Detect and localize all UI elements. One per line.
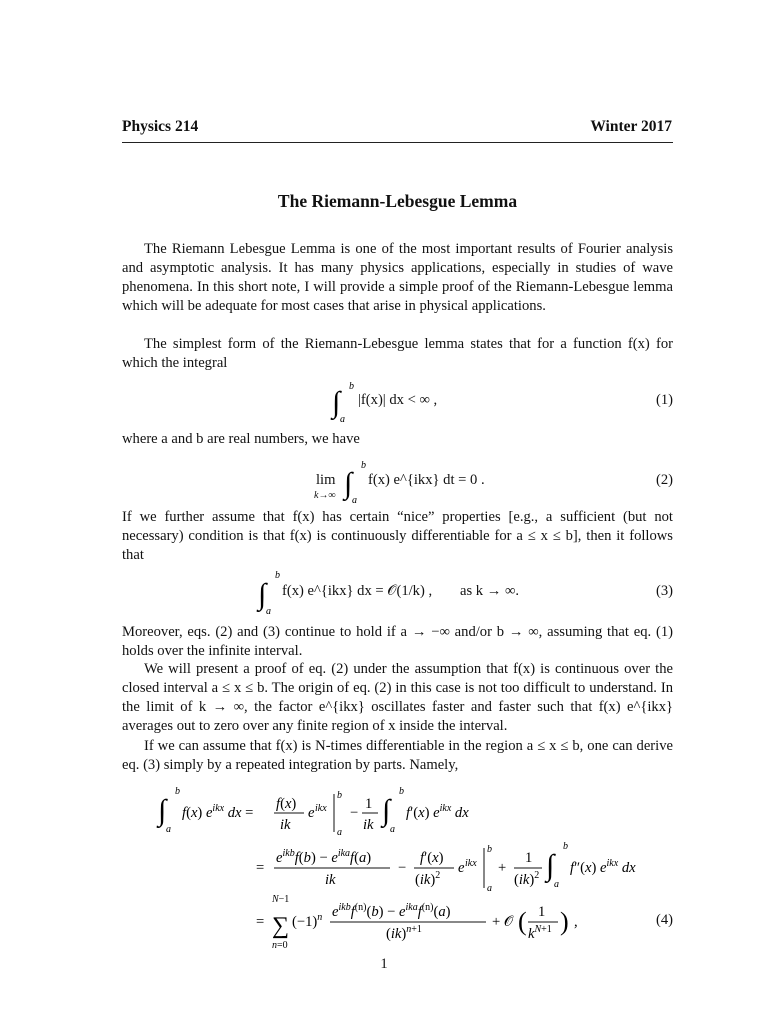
equation-4-number: (4): [655, 912, 673, 928]
svg-text:e: e: [308, 805, 315, 821]
svg-text:): ): [560, 907, 569, 936]
svg-text:=: =: [256, 914, 265, 930]
equation-4-line-1: [156, 786, 469, 838]
paragraph-parts-text: If we can assume that f(x) is N-times differentiable in the region a ≤ x ≤ b, one can derive eq. (3) simply by a repeated integration by parts. Namely,: [122, 738, 673, 773]
paragraph-statement-text: The simplest form of the Riemann-Lebesgue lemma states that for a function f(x) for which the integral: [122, 336, 673, 371]
svg-text:f′(x): f′(x): [420, 850, 444, 866]
svg-text:1: 1: [538, 904, 546, 920]
svg-text:b: b: [175, 786, 180, 797]
svg-text:−: −: [398, 860, 407, 876]
upper-limit: b: [349, 381, 354, 392]
svg-text:e: e: [458, 860, 465, 876]
upper-limit: b: [275, 570, 280, 581]
svg-text:f(x): f(x): [276, 796, 297, 812]
svg-text:b: b: [399, 786, 404, 797]
svg-text:ik: ik: [363, 817, 374, 833]
paragraph-proof-text: We will present a proof of eq. (2) under the assumption that f(x) is continuous over the closed interval a ≤ x ≤ b. The origin of eq. (2) in this case is not too difficult to understand. In the limit of k → ∞, the factor e^{ikx} oscillates faster and faster such that f(x) e^{ikx} averages out to zero over any finite region of x inside the interval.: [122, 661, 673, 734]
svg-text:n=0: n=0: [272, 940, 288, 951]
paragraph-intro: [122, 240, 673, 316]
integral-sign: ∫: [332, 386, 341, 419]
lower-limit: a: [340, 414, 345, 425]
svg-text:b: b: [563, 841, 568, 852]
paragraph-moreover-text: Moreover, eqs. (2) and (3) continue to hold if a → −∞ and/or b → ∞, assuming that eq. (1) holds over the infinite interval.: [122, 624, 673, 659]
paragraph-where-text: where a and b are real numbers, we have: [122, 431, 360, 447]
svg-text:a: a: [487, 883, 492, 894]
limit-subscript: k→∞: [314, 490, 336, 501]
svg-text:(ik)2: (ik)$^2$: [514, 870, 540, 888]
svg-text:eikbf(n)(b) − eikaf(n)(a): $e^{ikb}f^{(n)}(b) - e^{ika}f^{(n)}(a)$: [332, 902, 451, 920]
paragraph-statement: [122, 335, 673, 373]
paragraph-where: [122, 430, 673, 449]
page-number: 1: [380, 956, 388, 972]
equation-4-line-2: [256, 841, 636, 894]
svg-text:ik: ik: [280, 817, 291, 833]
svg-text:+ 𝒪: + 𝒪: [492, 914, 514, 930]
equation-1-body: |f(x)| dx < ∞ ,: [358, 392, 438, 408]
paragraph-parts: [122, 737, 673, 775]
svg-text:f′(x) eikx dx: f′(x) $e^{ikx}$ dx: [406, 803, 469, 821]
integral-sign: ∫: [344, 467, 353, 500]
svg-text:∫: ∫: [382, 794, 391, 827]
paragraph-proof: [122, 660, 673, 736]
svg-text:,: ,: [574, 914, 578, 930]
upper-limit: b: [361, 460, 366, 471]
svg-text:b: b: [487, 844, 492, 855]
term-label: Winter 2017: [590, 118, 672, 135]
svg-text:∫: ∫: [546, 849, 555, 882]
svg-text:f″(x) eikx dx: f″(x) $e^{ikx}$ dx: [570, 858, 636, 876]
equation-4-line-3: [256, 894, 578, 951]
equation-4: [122, 780, 673, 950]
svg-text:(ik)2: (ik)$^2$: [415, 870, 441, 888]
svg-text:f(x) eikx dx =: f(x) $e^{ikx}$ dx =: [182, 803, 254, 821]
equation-2-body: f(x) e^{ikx} dt = 0 .: [368, 472, 485, 488]
svg-text:∫: ∫: [158, 794, 167, 827]
svg-text:a: a: [554, 879, 559, 890]
course-label: Physics 214: [122, 118, 199, 135]
svg-text:a: a: [390, 824, 395, 835]
svg-text:a: a: [337, 827, 342, 838]
svg-text:ikx: ikx: [315, 803, 327, 814]
svg-text:∑: ∑: [272, 913, 290, 939]
svg-text:1: 1: [365, 796, 373, 812]
equation-3: [122, 566, 673, 626]
equation-3-body: f(x) e^{ikx} dx = 𝒪(1/k) ,: [282, 583, 433, 599]
equation-2-number: (2): [655, 472, 673, 488]
svg-text:=: =: [256, 860, 265, 876]
equation-4-graphic: [122, 780, 673, 950]
paragraph-intro-text: The Riemann Lebesgue Lemma is one of the most important results of Fourier analysis and asymptotic analysis. It has many physics applications, especially in studies of wave phenomena. In this short note, I will provide a simple proof of the Riemann-Lebesgue lemma which will be adequate for most cases that arise in physical applications.: [122, 241, 673, 314]
svg-text:N−1: N−1: [272, 894, 290, 905]
page-header: [122, 118, 672, 136]
svg-text:(ik)n+1: (ik)$^{n+1}$: [386, 924, 422, 942]
page-title: The Riemann-Lebesgue Lemma: [277, 191, 518, 211]
equation-3-condition: as k → ∞.: [460, 583, 520, 599]
equation-1-number: (1): [655, 392, 673, 408]
svg-text:+: +: [498, 860, 507, 876]
svg-text:b: b: [337, 790, 342, 801]
svg-text:ik: ik: [325, 872, 336, 888]
paragraph-moreover: [122, 623, 673, 661]
equation-3-number: (3): [655, 583, 673, 599]
svg-text:ikx: ikx: [465, 858, 477, 869]
paragraph-nice-text: If we further assume that f(x) has certain “nice” properties [e.g., a sufficient (but not necessary) condition is that f(x) is continuously differentiable for a ≤ x ≤ b], then it follows that: [122, 509, 673, 563]
svg-text:(−1)n: $(-1)^n$: [292, 912, 323, 930]
svg-text:(: (: [518, 907, 527, 936]
lower-limit: a: [352, 495, 357, 506]
lower-limit: a: [266, 606, 271, 617]
svg-text:a: a: [166, 824, 171, 835]
limit-operator: lim: [316, 472, 336, 488]
header-rule: [122, 142, 673, 143]
paragraph-nice: [122, 508, 673, 565]
svg-text:kN+1: $k^{N+1}$: [528, 924, 552, 942]
svg-text:eikbf(b) − eikaf(a): $e^{ikb}f(b) - e^{ika}f(a)$: [276, 848, 372, 866]
svg-text:1: 1: [525, 850, 533, 866]
svg-text:−: −: [350, 805, 359, 821]
integral-sign: ∫: [258, 578, 267, 611]
